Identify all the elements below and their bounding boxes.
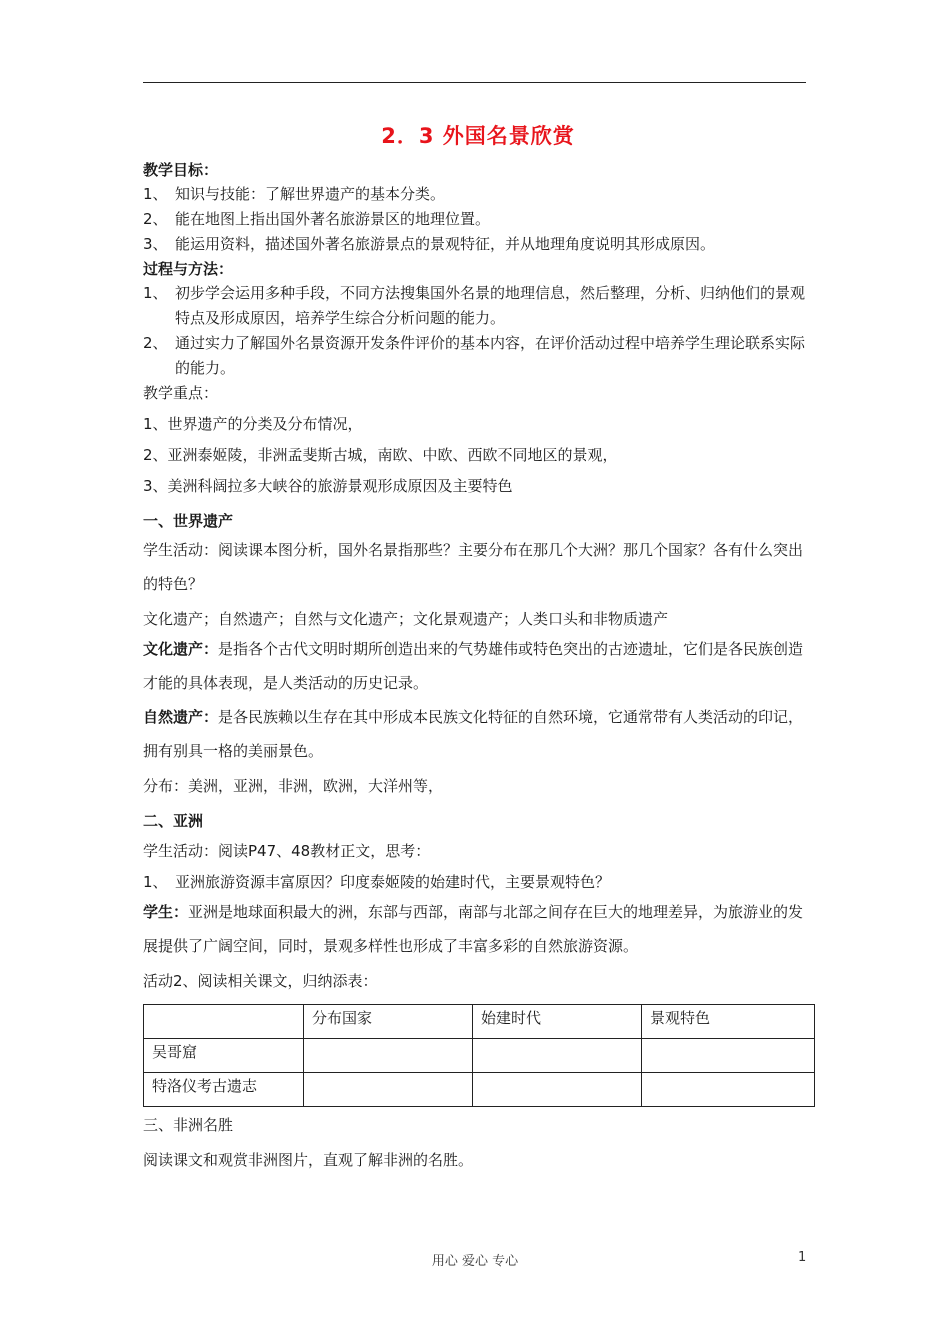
focus-item: 2、亚洲泰姬陵，非洲孟斐斯古城，南欧、中欧、西欧不同地区的景观， — [143, 446, 618, 464]
focus-item: 1、世界遗产的分类及分布情况， — [143, 415, 363, 433]
table-header-cell — [144, 1005, 304, 1039]
section3-text: 阅读课文和观赏非洲图片，直观了解非洲的名胜。 — [143, 1151, 474, 1169]
objectives-heading: 教学目标： — [143, 161, 219, 179]
natural-heritage-definition: 自然遗产：是各民族赖以生存在其中形成本民族文化特征的自然环境，它通常带有人类活动的印记，拥有别具一格的美丽景色。 — [143, 708, 804, 760]
section3-heading: 三、非洲名胜 — [143, 1116, 234, 1134]
list-item: 1、 初步学会运用多种手段，不同方法搜集国外名景的地理信息，然后整理，分析、归纳他们的景观特点及形成原因，培养学生综合分析问题的能力。 — [143, 284, 806, 327]
cultural-heritage-label: 文化遗产： — [143, 640, 219, 658]
heritage-types: 文化遗产；自然遗产；自然与文化遗产；文化景观遗产；人类口头和非物质遗产 — [143, 610, 669, 628]
table-header-cell: 景观特色 — [642, 1005, 815, 1039]
section2-heading: 二、亚洲 — [143, 812, 204, 830]
table-cell: 特洛仪考古遗志 — [144, 1073, 304, 1107]
section1-heading: 一、世界遗产 — [143, 512, 234, 530]
summary-table — [143, 1004, 815, 1107]
table-header-cell: 分布国家 — [304, 1005, 473, 1039]
focus-heading: 教学重点： — [143, 384, 219, 402]
cultural-heritage-definition: 文化遗产：是指各个古代文明时期所创造出来的气势雄伟或特色突出的古迹遗址，它们是各民族创造才能的具体表现，是人类活动的历史记录。 — [143, 640, 804, 692]
section2-activity: 学生活动：阅读P47、48教材正文，思考： — [143, 842, 431, 860]
table-cell — [473, 1073, 642, 1107]
table-header-row — [144, 1005, 815, 1039]
table-row — [144, 1039, 815, 1073]
table-row — [144, 1073, 815, 1107]
student-label: 学生： — [143, 903, 189, 921]
question-item: 1、 亚洲旅游资源丰富原因？印度泰姬陵的始建时代，主要景观特色？ — [143, 873, 611, 891]
list-item: 2、 通过实力了解国外名景资源开发条件评价的基本内容，在评价活动过程中培养学生理论联系实际的能力。 — [143, 334, 806, 377]
student-answer: 学生：亚洲是地球面积最大的洲，东部与西部，南部与北部之间存在巨大的地理差异，为旅游业的发展提供了广阔空间，同时，景观多样性也形成了丰富多彩的自然旅游资源。 — [143, 903, 804, 955]
page-title: 2．3 外国名景欣赏 — [381, 124, 575, 148]
page-number: 1 — [798, 1250, 807, 1265]
table-header-cell: 始建时代 — [473, 1005, 642, 1039]
list-item: 1、 知识与技能：了解世界遗产的基本分类。 — [143, 185, 446, 203]
document-body — [143, 120, 813, 1173]
table-cell — [473, 1039, 642, 1073]
table-cell — [304, 1073, 473, 1107]
focus-item: 3、美洲科阔拉多大峡谷的旅游景观形成原因及主要特色 — [143, 477, 513, 495]
header-rule — [143, 82, 806, 83]
section2-activity2: 活动2、阅读相关课文，归纳添表： — [143, 972, 378, 990]
distribution: 分布：美洲，亚洲，非洲，欧洲，大洋州等， — [143, 777, 444, 795]
natural-heritage-label: 自然遗产： — [143, 708, 219, 726]
methods-heading: 过程与方法： — [143, 260, 234, 278]
table-cell: 吴哥窟 — [144, 1039, 304, 1073]
table-cell — [642, 1073, 815, 1107]
list-item: 2、 能在地图上指出国外著名旅游景区的地理位置。 — [143, 210, 491, 228]
list-item: 3、 能运用资料，描述国外著名旅游景点的景观特征，并从地理角度说明其形成原因。 — [143, 235, 716, 253]
table-cell — [642, 1039, 815, 1073]
table-cell — [304, 1039, 473, 1073]
page-footer: 用心 爱心 专心 — [431, 1254, 519, 1269]
section1-activity: 学生活动：阅读课本图分析，国外名景指那些？主要分布在那几个大洲？那几个国家？各有什么突出的特色？ — [143, 541, 804, 593]
